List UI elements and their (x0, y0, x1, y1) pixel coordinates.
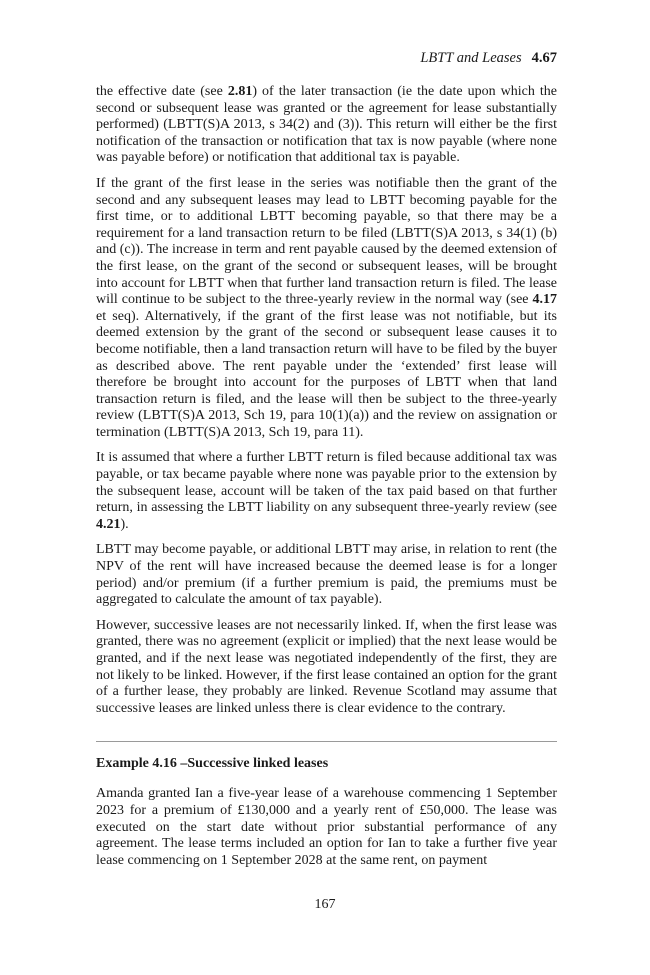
text-run: However, successive leases are not necessarily linked. If, when the first lease was granted, there was no agreement (explicit or implied) that the next lease would be granted, and if the next lease was negotiated independently of the first, they are not likely to be linked. However, if the first lease contained an option for the grant of a further lease, they probably are linked. Revenue Scotland may assume that successive leases are linked unless there is clear evidence to the contrary. (96, 617, 557, 716)
page-body (96, 50, 557, 878)
text-run: ) of the later transaction (ie the date upon which the second or subsequent lease was granted or the agreement for lease substantially performed) (LBTT(S)A 2013, s 34(2) and (3)). This return will either be the first notification of the transaction or notification that tax is now payable (where none was payable before) or notification that additional tax is payable. (96, 84, 557, 166)
text-run: LBTT may become payable, or additional LBTT may arise, in relation to rent (the NPV of the rent will have increased because the deemed lease is for a longer period) and/or premium (if a further premium is paid, the premiums must be aggregated to calculate the amount of tax payable). (96, 542, 557, 608)
text-run: It is assumed that where a further LBTT return is filed because additional tax was payable, or tax became payable where none was payable prior to the extension by the subsequent lease, account will be taken of the tax paid based on that further return, in assessing the LBTT liability on any subsequent three-yearly review (see (96, 450, 557, 516)
paragraph (96, 542, 557, 608)
running-header (96, 50, 557, 72)
cross-reference: 4.21 (96, 516, 121, 532)
text-run: If the grant of the first lease in the series was notifiable then the grant of the second and any subsequent leases may lead to LBTT becoming payable for the first time, or to additional LBTT becoming payable, so that there may be a requirement for a land transaction return to be filed (LBTT(S)A 2013, s 34(1) (b) and (c)). The increase in term and rent payable caused by the deemed extension of the first lease, on the grant of the second or subsequent leases, will be brought into account for LBTT when that further land transaction return is filed. The lease will continue to be subject to the three-yearly review in the normal way (see (96, 175, 557, 308)
paragraph (96, 618, 557, 718)
text-run: et seq). Alternatively, if the grant of the first lease was not notifiable, but its deemed extension by the grant of the second or subsequent lease causes it to become notifiable, then a land transaction return will have to be filed by the buyer as described above. The rent payable under the ‘extended’ first lease will therefore be brought into account for the purposes of LBTT when that land transaction return is filed, and the lease will then be subject to the three-yearly review (LBTT(S)A 2013, Sch 19, para 10(1)(a)) and the review on assignation or termination (LBTT(S)A 2013, Sch 19, para 11). (96, 308, 557, 440)
cross-reference: 2.81 (227, 84, 253, 99)
cross-reference: 4.17 (532, 292, 557, 308)
body-text (96, 84, 557, 717)
paragraph (96, 176, 557, 442)
running-header-title: LBTT and Leases (420, 50, 522, 66)
example-heading: Example 4.16 –Successive linked leases (96, 756, 329, 772)
section-divider (96, 741, 557, 742)
text-run: the effective date (see (96, 84, 228, 99)
paragraph (96, 84, 557, 167)
paragraph (96, 450, 557, 533)
page-number: 167 (314, 897, 336, 912)
text-run: ). (120, 516, 129, 532)
example-text: Amanda granted Ian a five-year lease of a warehouse commencing 1 September 2023 for a premium of £130,000 and a yearly rent of £50,000. The lease was executed on the start date without prior substantial performance of any agreement. The lease terms included an option for Ian to take a further five year lease commencing on 1 September 2028 at the same rent, on payment (96, 786, 557, 868)
running-header-section: 4.67 (531, 50, 557, 66)
